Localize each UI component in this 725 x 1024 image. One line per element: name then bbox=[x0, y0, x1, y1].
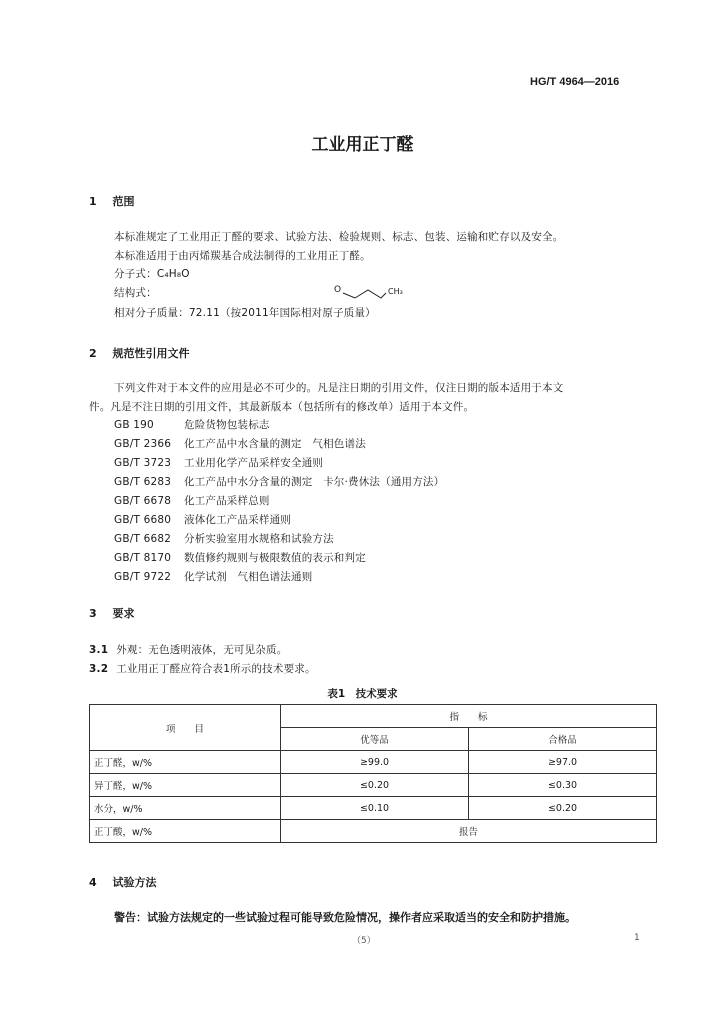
row-item: 正丁醛，w/% bbox=[90, 751, 281, 774]
reference-item bbox=[114, 569, 312, 584]
references-intro-line-2: 件。凡是不注日期的引用文件，其最新版本（包括所有的修改单）适用于本文件。 bbox=[89, 401, 475, 413]
reference-item bbox=[114, 531, 334, 546]
row-report: 报告 bbox=[281, 820, 657, 843]
clause-number: 3.1 bbox=[89, 644, 109, 656]
page-number: 1 bbox=[634, 933, 640, 943]
standard-number: HG/T 4964—2016 bbox=[530, 76, 620, 88]
reference-title: 化工产品采样总则 bbox=[184, 495, 270, 507]
reference-title: 化工产品中水分含量的测定 卡尔·费休法（通用方法） bbox=[184, 476, 445, 488]
row-superior: ≥99.0 bbox=[281, 751, 469, 774]
scope-paragraph-2: 本标准适用于由丙烯羰基合成法制得的工业用正丁醛。 bbox=[114, 250, 371, 262]
section-1-number: 1 bbox=[89, 195, 97, 208]
table-row bbox=[90, 820, 657, 843]
header-item: 项 目 bbox=[90, 705, 281, 751]
reference-code: GB/T 2366 bbox=[114, 438, 172, 450]
table-caption: 表1 技术要求 bbox=[327, 688, 398, 700]
reference-code: GB/T 9722 bbox=[114, 571, 172, 583]
row-superior: ≤0.10 bbox=[281, 797, 469, 820]
row-item: 正丁酸，w/% bbox=[90, 820, 281, 843]
header-index: 指 标 bbox=[281, 705, 657, 728]
section-2-title: 规范性引用文件 bbox=[112, 347, 190, 360]
reference-title: 分析实验室用水规格和试验方法 bbox=[184, 533, 334, 545]
reference-title: 危险货物包装标志 bbox=[184, 419, 270, 431]
molecular-mass: 相对分子质量：72.11（按2011年国际相对原子质量） bbox=[114, 307, 376, 319]
page-code: （5） bbox=[352, 936, 376, 946]
clause-text: 工业用正丁醛应符合表1所示的技术要求。 bbox=[116, 663, 316, 675]
section-1-title: 范围 bbox=[112, 195, 135, 208]
section-3-number: 3 bbox=[89, 607, 97, 620]
row-qualified: ≤0.20 bbox=[469, 797, 657, 820]
row-qualified: ≤0.30 bbox=[469, 774, 657, 797]
reference-code: GB/T 6678 bbox=[114, 495, 172, 507]
reference-title: 工业用化学产品采样安全通则 bbox=[184, 457, 324, 469]
reference-code: GB/T 3723 bbox=[114, 457, 172, 469]
technical-requirements-table bbox=[89, 704, 657, 843]
section-3-title: 要求 bbox=[112, 607, 135, 620]
row-superior: ≤0.20 bbox=[281, 774, 469, 797]
safety-warning: 警告：试验方法规定的一些试验过程可能导致危险情况，操作者应采取适当的安全和防护措施。 bbox=[114, 911, 576, 924]
reference-code: GB/T 6682 bbox=[114, 533, 172, 545]
structure-oxygen: O bbox=[334, 285, 342, 295]
structure-methyl: CH₃ bbox=[388, 287, 403, 296]
reference-item bbox=[114, 512, 291, 527]
reference-title: 数值修约规则与极限数值的表示和判定 bbox=[184, 552, 366, 564]
section-3-heading bbox=[89, 605, 135, 621]
reference-code: GB/T 6283 bbox=[114, 476, 172, 488]
reference-code: GB/T 6680 bbox=[114, 514, 172, 526]
document-title: 工业用正丁醛 bbox=[311, 135, 414, 155]
table-row bbox=[90, 751, 657, 774]
section-4-title: 试验方法 bbox=[112, 876, 157, 889]
section-1-heading bbox=[89, 193, 135, 209]
section-2-number: 2 bbox=[89, 347, 97, 360]
clause-number: 3.2 bbox=[89, 663, 109, 675]
table-header-row bbox=[90, 705, 657, 728]
row-item: 异丁醛，w/% bbox=[90, 774, 281, 797]
references-intro-line-1: 下列文件对于本文件的应用是必不可少的。凡是注日期的引用文件，仅注日期的版本适用于本文 bbox=[114, 382, 564, 394]
reference-title: 液体化工产品采样通则 bbox=[184, 514, 291, 526]
molecular-formula bbox=[114, 266, 190, 281]
formula-value: C₄H₈O bbox=[156, 268, 190, 280]
structure-label: 结构式： bbox=[114, 287, 157, 299]
row-item: 水分，w/% bbox=[90, 797, 281, 820]
reference-code: GB 190 bbox=[114, 419, 154, 431]
clause-text: 外观：无色透明液体，无可见杂质。 bbox=[116, 644, 288, 656]
scope-paragraph-1: 本标准规定了工业用正丁醛的要求、试验方法、检验规则、标志、包装、运输和贮存以及安全。 bbox=[114, 231, 564, 243]
header-qualified: 合格品 bbox=[469, 728, 657, 751]
table-row bbox=[90, 774, 657, 797]
reference-item bbox=[114, 493, 270, 508]
reference-item bbox=[114, 474, 444, 489]
reference-item bbox=[114, 550, 366, 565]
formula-label: 分子式： bbox=[114, 268, 157, 280]
reference-code: GB/T 8170 bbox=[114, 552, 172, 564]
reference-title: 化学试剂 气相色谱法通则 bbox=[184, 571, 313, 583]
section-4-number: 4 bbox=[89, 876, 97, 889]
reference-item bbox=[114, 455, 323, 470]
reference-item bbox=[114, 417, 270, 432]
row-qualified: ≥97.0 bbox=[469, 751, 657, 774]
requirement-3-2 bbox=[89, 661, 316, 676]
reference-title: 化工产品中水含量的测定 气相色谱法 bbox=[184, 438, 366, 450]
section-4-heading bbox=[89, 874, 157, 890]
requirement-3-1 bbox=[89, 642, 287, 657]
section-2-heading bbox=[89, 345, 190, 361]
table-row bbox=[90, 797, 657, 820]
header-superior: 优等品 bbox=[281, 728, 469, 751]
reference-item bbox=[114, 436, 366, 451]
